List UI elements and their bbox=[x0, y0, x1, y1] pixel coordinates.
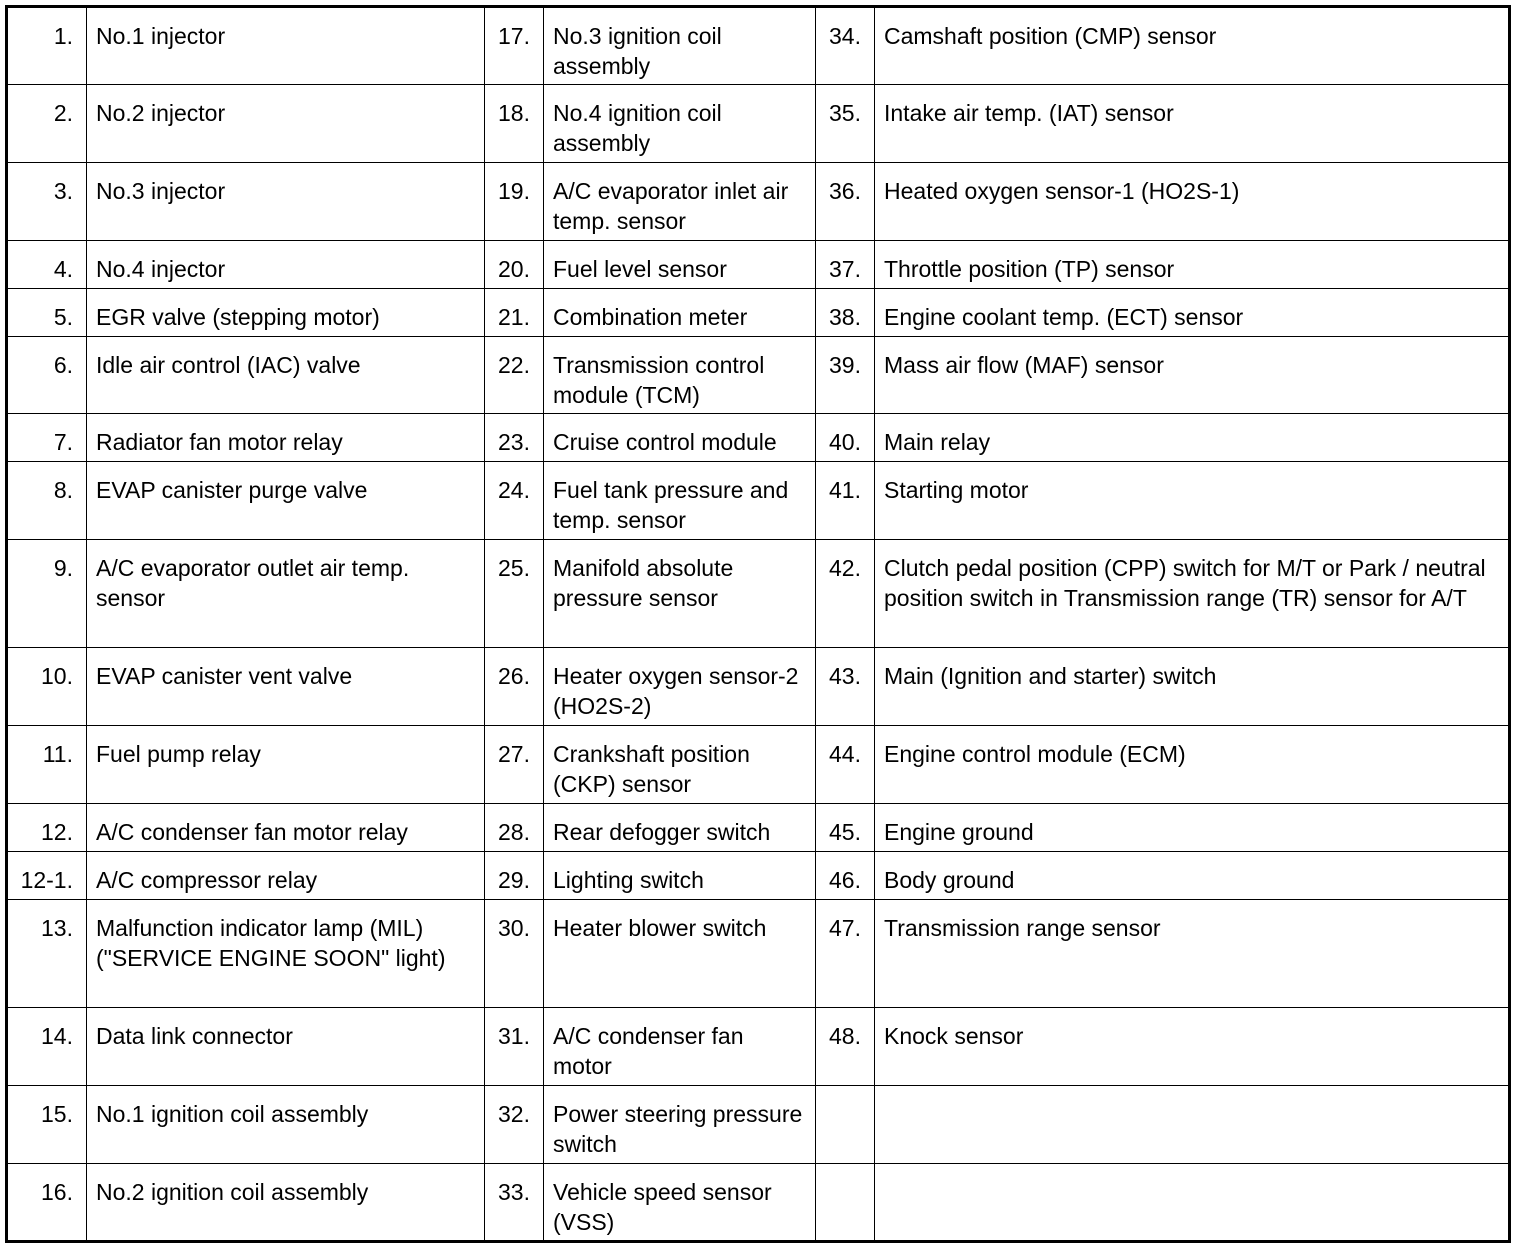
item-number: 5. bbox=[7, 289, 87, 337]
item-number: 41. bbox=[816, 462, 875, 540]
item-label: Crankshaft position (CKP) sensor bbox=[544, 726, 816, 804]
item-label: Data link connector bbox=[87, 1008, 485, 1086]
table-row bbox=[7, 804, 1510, 852]
item-label: Transmission control module (TCM) bbox=[544, 337, 816, 414]
table-row bbox=[7, 241, 1510, 289]
item-number: 13. bbox=[7, 900, 87, 1008]
item-label: No.1 ignition coil assembly bbox=[87, 1086, 485, 1164]
item-number: 17. bbox=[485, 7, 544, 85]
item-label: Body ground bbox=[875, 852, 1510, 900]
item-number: 29. bbox=[485, 852, 544, 900]
item-number: 15. bbox=[7, 1086, 87, 1164]
component-legend-table bbox=[5, 5, 1511, 1243]
item-number: 14. bbox=[7, 1008, 87, 1086]
item-number: 2. bbox=[7, 85, 87, 163]
item-number: 3. bbox=[7, 163, 87, 241]
item-number: 42. bbox=[816, 540, 875, 648]
item-number: 46. bbox=[816, 852, 875, 900]
item-label: No.1 injector bbox=[87, 7, 485, 85]
item-label bbox=[875, 1164, 1510, 1242]
item-label: Starting motor bbox=[875, 462, 1510, 540]
table-row bbox=[7, 1008, 1510, 1086]
item-number: 12-1. bbox=[7, 852, 87, 900]
table-row bbox=[7, 540, 1510, 648]
item-label: Heated oxygen sensor-1 (HO2S-1) bbox=[875, 163, 1510, 241]
item-label: Fuel level sensor bbox=[544, 241, 816, 289]
item-label: Engine control module (ECM) bbox=[875, 726, 1510, 804]
item-number: 11. bbox=[7, 726, 87, 804]
item-label: No.3 ignition coil assembly bbox=[544, 7, 816, 85]
item-label: Heater oxygen sensor-2 (HO2S-2) bbox=[544, 648, 816, 726]
item-label: No.2 injector bbox=[87, 85, 485, 163]
item-label: Knock sensor bbox=[875, 1008, 1510, 1086]
item-label: Mass air flow (MAF) sensor bbox=[875, 337, 1510, 414]
item-number: 7. bbox=[7, 414, 87, 462]
item-number: 23. bbox=[485, 414, 544, 462]
item-label: A/C condenser fan motor bbox=[544, 1008, 816, 1086]
table-row bbox=[7, 289, 1510, 337]
item-number: 26. bbox=[485, 648, 544, 726]
item-label: EGR valve (stepping motor) bbox=[87, 289, 485, 337]
item-label: Cruise control module bbox=[544, 414, 816, 462]
item-label: Vehicle speed sensor (VSS) bbox=[544, 1164, 816, 1242]
item-number: 27. bbox=[485, 726, 544, 804]
item-label: A/C condenser fan motor relay bbox=[87, 804, 485, 852]
item-label: EVAP canister vent valve bbox=[87, 648, 485, 726]
item-number: 39. bbox=[816, 337, 875, 414]
item-number: 44. bbox=[816, 726, 875, 804]
item-label: Engine ground bbox=[875, 804, 1510, 852]
table-row bbox=[7, 85, 1510, 163]
item-number: 8. bbox=[7, 462, 87, 540]
item-label: No.2 ignition coil assembly bbox=[87, 1164, 485, 1242]
item-label: Main relay bbox=[875, 414, 1510, 462]
item-number bbox=[816, 1164, 875, 1242]
table-row bbox=[7, 337, 1510, 414]
item-label: EVAP canister purge valve bbox=[87, 462, 485, 540]
item-number: 47. bbox=[816, 900, 875, 1008]
item-label: Throttle position (TP) sensor bbox=[875, 241, 1510, 289]
item-label: Intake air temp. (IAT) sensor bbox=[875, 85, 1510, 163]
item-label: Malfunction indicator lamp (MIL) ("SERVICE ENGINE SOON" light) bbox=[87, 900, 485, 1008]
item-label: A/C evaporator inlet air temp. sensor bbox=[544, 163, 816, 241]
item-number: 34. bbox=[816, 7, 875, 85]
item-number: 30. bbox=[485, 900, 544, 1008]
table-row bbox=[7, 900, 1510, 1008]
item-label: Heater blower switch bbox=[544, 900, 816, 1008]
item-label: Rear defogger switch bbox=[544, 804, 816, 852]
item-number: 48. bbox=[816, 1008, 875, 1086]
table-row bbox=[7, 7, 1510, 85]
item-label: Camshaft position (CMP) sensor bbox=[875, 7, 1510, 85]
item-label bbox=[875, 1086, 1510, 1164]
item-number: 19. bbox=[485, 163, 544, 241]
table-row bbox=[7, 1086, 1510, 1164]
item-label: No.3 injector bbox=[87, 163, 485, 241]
item-label: Power steering pressure switch bbox=[544, 1086, 816, 1164]
table-row bbox=[7, 648, 1510, 726]
item-label: Combination meter bbox=[544, 289, 816, 337]
item-number: 33. bbox=[485, 1164, 544, 1242]
item-number: 12. bbox=[7, 804, 87, 852]
item-number: 18. bbox=[485, 85, 544, 163]
item-number: 20. bbox=[485, 241, 544, 289]
item-number: 9. bbox=[7, 540, 87, 648]
item-number: 10. bbox=[7, 648, 87, 726]
table-row bbox=[7, 414, 1510, 462]
item-label: No.4 injector bbox=[87, 241, 485, 289]
item-label: Engine coolant temp. (ECT) sensor bbox=[875, 289, 1510, 337]
legend-body bbox=[7, 7, 1510, 1242]
item-label: Fuel tank pressure and temp. sensor bbox=[544, 462, 816, 540]
table-row bbox=[7, 852, 1510, 900]
item-number: 35. bbox=[816, 85, 875, 163]
item-label: No.4 ignition coil assembly bbox=[544, 85, 816, 163]
item-number: 31. bbox=[485, 1008, 544, 1086]
table-row bbox=[7, 163, 1510, 241]
item-label: Main (Ignition and starter) switch bbox=[875, 648, 1510, 726]
item-number: 16. bbox=[7, 1164, 87, 1242]
item-label: Radiator fan motor relay bbox=[87, 414, 485, 462]
item-number: 24. bbox=[485, 462, 544, 540]
table-row bbox=[7, 726, 1510, 804]
item-label: A/C compressor relay bbox=[87, 852, 485, 900]
item-label: Clutch pedal position (CPP) switch for M/T or Park / neutral position switch in Transmission range (TR) sensor for A/T bbox=[875, 540, 1510, 648]
item-label: Lighting switch bbox=[544, 852, 816, 900]
table-row bbox=[7, 1164, 1510, 1242]
item-number: 22. bbox=[485, 337, 544, 414]
item-number: 28. bbox=[485, 804, 544, 852]
item-number: 45. bbox=[816, 804, 875, 852]
item-label: Idle air control (IAC) valve bbox=[87, 337, 485, 414]
item-number: 43. bbox=[816, 648, 875, 726]
item-number: 21. bbox=[485, 289, 544, 337]
item-number: 1. bbox=[7, 7, 87, 85]
item-number: 36. bbox=[816, 163, 875, 241]
item-label: Transmission range sensor bbox=[875, 900, 1510, 1008]
table-row bbox=[7, 462, 1510, 540]
item-label: Manifold absolute pressure sensor bbox=[544, 540, 816, 648]
item-number: 25. bbox=[485, 540, 544, 648]
item-number: 6. bbox=[7, 337, 87, 414]
item-number bbox=[816, 1086, 875, 1164]
item-number: 37. bbox=[816, 241, 875, 289]
item-number: 38. bbox=[816, 289, 875, 337]
item-number: 4. bbox=[7, 241, 87, 289]
item-number: 40. bbox=[816, 414, 875, 462]
item-label: Fuel pump relay bbox=[87, 726, 485, 804]
item-label: A/C evaporator outlet air temp. sensor bbox=[87, 540, 485, 648]
item-number: 32. bbox=[485, 1086, 544, 1164]
